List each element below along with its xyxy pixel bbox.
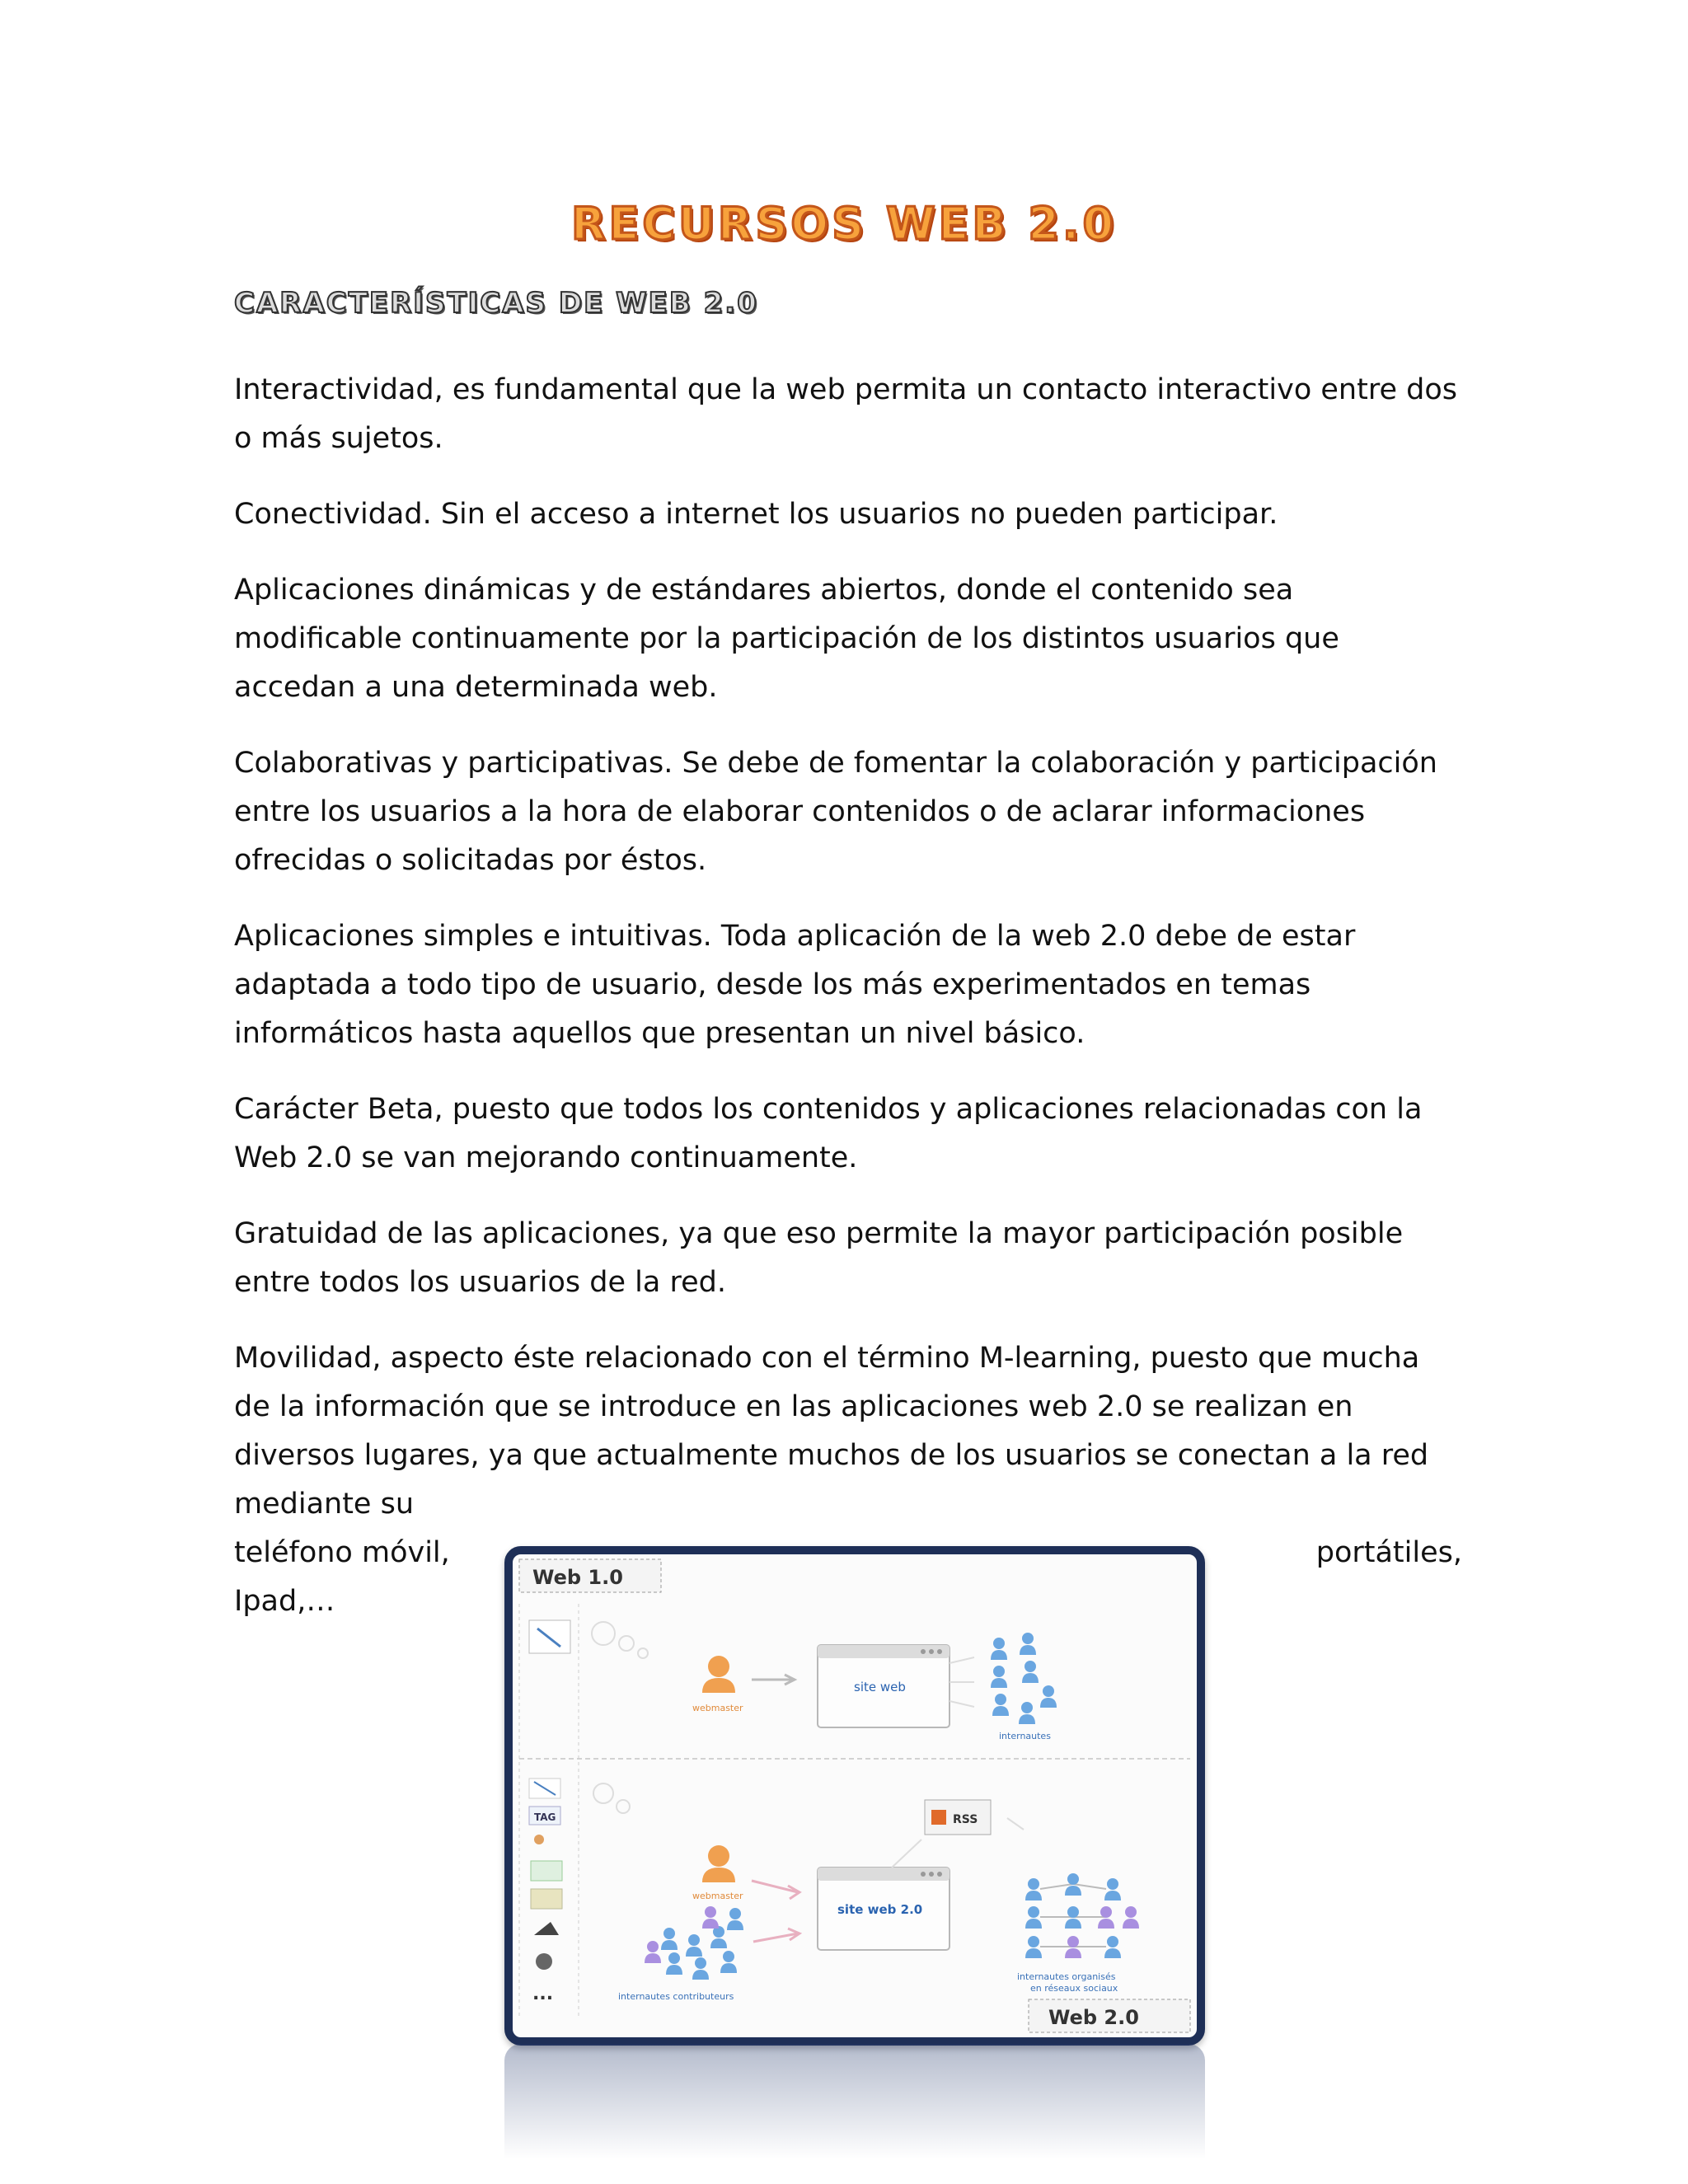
section-heading: CARACTERÍSTICAS DE WEB 2.0 [234,287,758,320]
more-icon: ... [532,1984,554,2004]
svg-text:TAG: TAG [534,1811,556,1823]
rss-label: RSS [953,1813,978,1826]
paragraph-gratuidad: Gratuidad de las aplicaciones, ya que eso permite la mayor participación posible entre todos los usuarios de la red. [234,1217,1404,1299]
webmaster-label-2: webmaster [692,1891,743,1901]
paragraph-colaborativas: Colaborativas y participativas. Se debe de fomentar la colaboración y participación entre los usuarios a la hora de elaborar contenidos o de aclarar informaciones ofrecidas o solicitadas por éstos. [234,747,1437,877]
globe-icon [531,1861,562,1881]
contributeurs-label: internautes contributeurs [618,1991,734,2002]
internautes-group-1 [991,1633,1057,1724]
paragraph-movilidad-left: teléfono móvil, [234,1536,450,1569]
page-title: RECURSOS WEB 2.0 [570,198,1118,250]
webmaster-icon-2 [702,1845,735,1882]
paragraph-caracter-beta: Carácter Beta, puesto que todos los contenidos y aplicaciones relacionadas con la Web 2.0 se van mejorando continuamente. [234,1093,1423,1174]
image-reflection [504,2044,1205,2159]
rss-icon [931,1810,946,1825]
reseaux-label-2: en réseaux sociaux [1030,1983,1118,1994]
paragraph-movilidad-tail: Ipad,… [234,1585,335,1618]
contact-icon [534,1835,544,1844]
webmaster-icon [702,1656,735,1693]
contributeurs-group [661,1908,743,1980]
paragraph-interactividad: Interactividad, es fundamental que la web permita un contacto interactivo entre dos o más sujetos. [234,373,1457,455]
paragraph-movilidad-right: portátiles, [1315,1536,1462,1569]
site-web-label: site web [854,1680,906,1694]
paragraph-aplicaciones-dinamicas: Aplicaciones dinámicas y de estándares abiertos, donde el contenido sea modificable continuamente por la participación de los distintos usuarios que accedan a una determinada web. [234,574,1339,704]
reseaux-label-1: internautes organisés [1017,1971,1116,1982]
paragraph-aplicaciones-simples: Aplicaciones simples e intuitivas. Toda aplicación de la web 2.0 debe de estar adaptada a todo tipo de usuario, desde los más experimentados en temas informáticos hasta aquellos que presentan un nivel básico. [234,920,1356,1050]
body-text [234,366,1462,1626]
web-diagram-svg [513,1554,1197,2037]
web1-label: Web 1.0 [532,1566,623,1589]
paragraph-conectividad: Conectividad. Sin el acceso a internet los usuarios no pueden participar. [234,498,1278,531]
webmaster-label-1: webmaster [692,1703,743,1713]
arrow-icon [752,1675,795,1685]
camera-icon [536,1953,552,1970]
internautes-label: internautes [999,1731,1051,1741]
site-web2-label: site web 2.0 [837,1902,923,1917]
map-icon [531,1889,562,1909]
paragraph-movilidad-text: Movilidad, aspecto éste relacionado con el término M-learning, puesto que mucha de la información que se introduce en las aplicaciones web 2.0 se realizan en diversos lugares, ya que actualmente muchos de los usuarios se conectan a la red mediante su [234,1342,1429,1521]
web2-label: Web 2.0 [1048,2006,1139,2029]
mobile-icon [534,1922,559,1935]
web-diagram-image [504,1546,1205,2046]
